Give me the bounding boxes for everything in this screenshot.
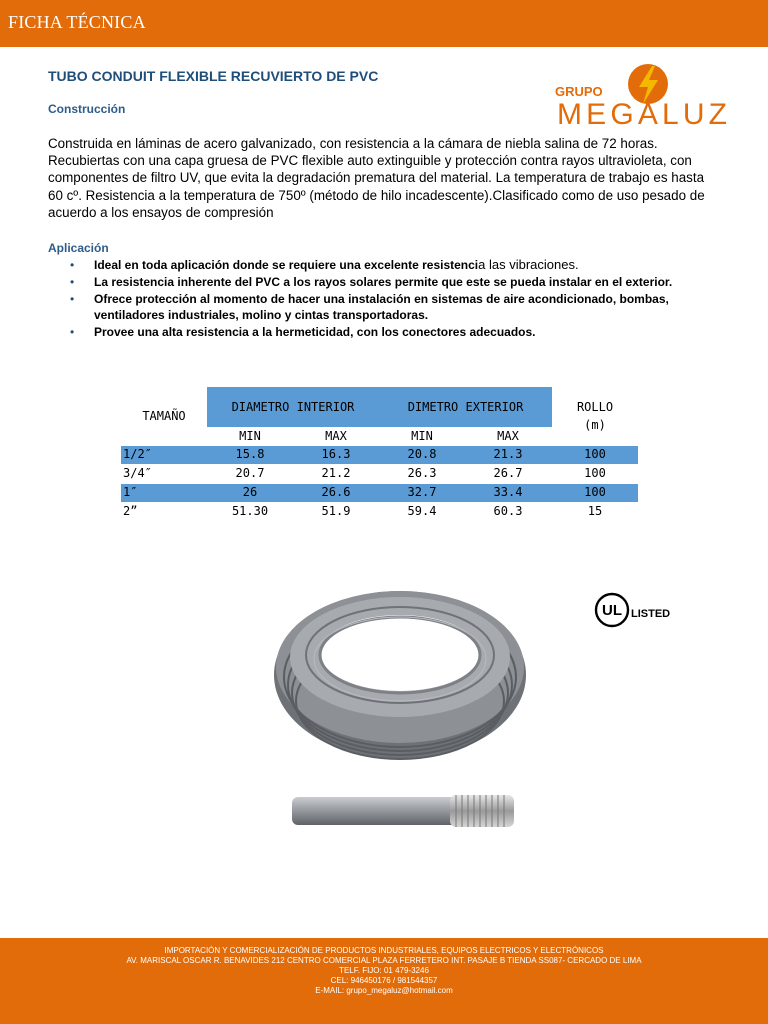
table-cell: 100	[584, 447, 606, 461]
subheader-min: MIN	[239, 429, 261, 443]
list-item	[70, 257, 730, 274]
logo-megaluz-text: MEGALUZ	[557, 98, 727, 130]
ul-listed-text: LISTED	[631, 608, 671, 620]
table-cell: 26.7	[493, 466, 523, 480]
header-band	[0, 0, 768, 47]
document-title: TUBO CONDUIT FLEXIBLE RECUVIERTO DE PVC	[48, 68, 379, 84]
logo-grupo-text: GRUPO	[555, 84, 603, 99]
table-cell: 26.3	[407, 466, 437, 480]
table-cell: 15	[587, 504, 603, 518]
table-cell: 51.9	[321, 504, 351, 518]
bullet-icon: •	[70, 274, 75, 289]
footer-line: AV. MARISCAL OSCAR R. BENAVIDES 212 CENTRO COMERCIAL PLAZA FERRETERO INT. PASAJE B TIENDA SS087- CERCADO DE LIMA	[126, 956, 642, 965]
table-cell: 20.8	[407, 447, 437, 461]
table-cell: 100	[584, 485, 606, 499]
table-cell: 20.7	[235, 466, 265, 480]
bullet-bold: Ideal en toda aplicación donde se requiere una excelente resistenci	[94, 258, 479, 272]
table-cell-size: 1″	[123, 485, 138, 499]
footer-line: TELF. FIJO: 01 479-3246	[339, 966, 429, 975]
header-label: FICHA TÉCNICA	[8, 12, 146, 32]
table-cell: 100	[584, 466, 606, 480]
bullet-bold: Ofrece protección al momento de hacer una instalación en sistemas de aire acondicionado, bombas, ventiladores industriales, molino y cintas transportadoras.	[94, 291, 669, 323]
bullet-bold: La resistencia inherente del PVC a los rayos solares permite que este se pueda instalar en el exterior.	[94, 274, 673, 289]
bullet-icon: •	[70, 258, 75, 272]
bullet-bold: Provee una alta resistencia a la hermeticidad, con los conectores adecuados.	[94, 325, 536, 340]
table-cell: 15.8	[235, 447, 265, 461]
footer-line: CEL: 946450176 / 981544357	[330, 976, 438, 985]
table-cell: 26.6	[321, 485, 351, 499]
table-cell-size: 3/4″	[123, 466, 152, 480]
table-cell: 26	[242, 485, 258, 499]
subheader-max: MAX	[325, 429, 347, 443]
footer-band	[0, 938, 768, 1024]
col-header-rollo: ROLLO	[576, 400, 614, 414]
table-cell: 33.4	[493, 485, 523, 499]
bullet-icon: •	[70, 325, 75, 340]
table-cell: 16.3	[321, 447, 351, 461]
table-cell: 59.4	[407, 504, 437, 518]
megaluz-logo	[553, 60, 731, 130]
table-cell: 21.2	[321, 466, 351, 480]
table-cell: 60.3	[493, 504, 523, 518]
table-cell-size: 2”	[123, 504, 138, 518]
aplicacion-list	[70, 257, 730, 341]
col-header-diam-int: DIAMETRO INTERIOR	[231, 400, 355, 414]
list-item	[70, 291, 730, 325]
table-cell-size: 1/2″	[123, 447, 152, 461]
ul-listed-icon	[594, 592, 672, 628]
construccion-heading: Construcción	[48, 102, 126, 116]
conduit-coil-image	[262, 585, 544, 835]
col-header-tamano: TAMAÑO	[142, 409, 186, 423]
col-header-rollo-unit: (m)	[584, 418, 606, 432]
table-cell: 21.3	[493, 447, 523, 461]
table-cell: 32.7	[407, 485, 437, 499]
bullet-icon: •	[70, 291, 75, 306]
list-item	[70, 274, 730, 291]
subheader-max: MAX	[497, 429, 519, 443]
footer-line: IMPORTACIÓN Y COMERCIALIZACIÓN DE PRODUCTOS INDUSTRIALES, EQUIPOS ELECTRICOS Y ELECTRÓNICOS	[164, 946, 604, 955]
footer-line: E-MAIL: grupo_megaluz@hotmail.com	[315, 986, 453, 995]
construccion-text: Construida en láminas de acero galvanizado, con resistencia a la cámara de niebla salina de 72 horas. Recubiertas con una capa gruesa de PVC flexible auto extinguible y protección contra rayos ultravioleta, con componentes de filtro UV, que evita la degradación prematura del material. La temperatura de trabajo es hasta 60 cº. Resistencia a la temperatura de 750º (método de hilo incadescente).Clasificado como de uso pesado de acuerdo a los ensayos de compresión	[48, 136, 705, 220]
col-header-diam-ext: DIMETRO EXTERIOR	[407, 400, 524, 414]
subheader-min: MIN	[411, 429, 433, 443]
list-item	[70, 324, 730, 341]
bullet-normal: a las vibraciones.	[478, 257, 579, 272]
ul-letters: UL	[602, 602, 622, 619]
table-cell: 51.30	[231, 504, 269, 518]
aplicacion-heading: Aplicación	[48, 241, 109, 255]
